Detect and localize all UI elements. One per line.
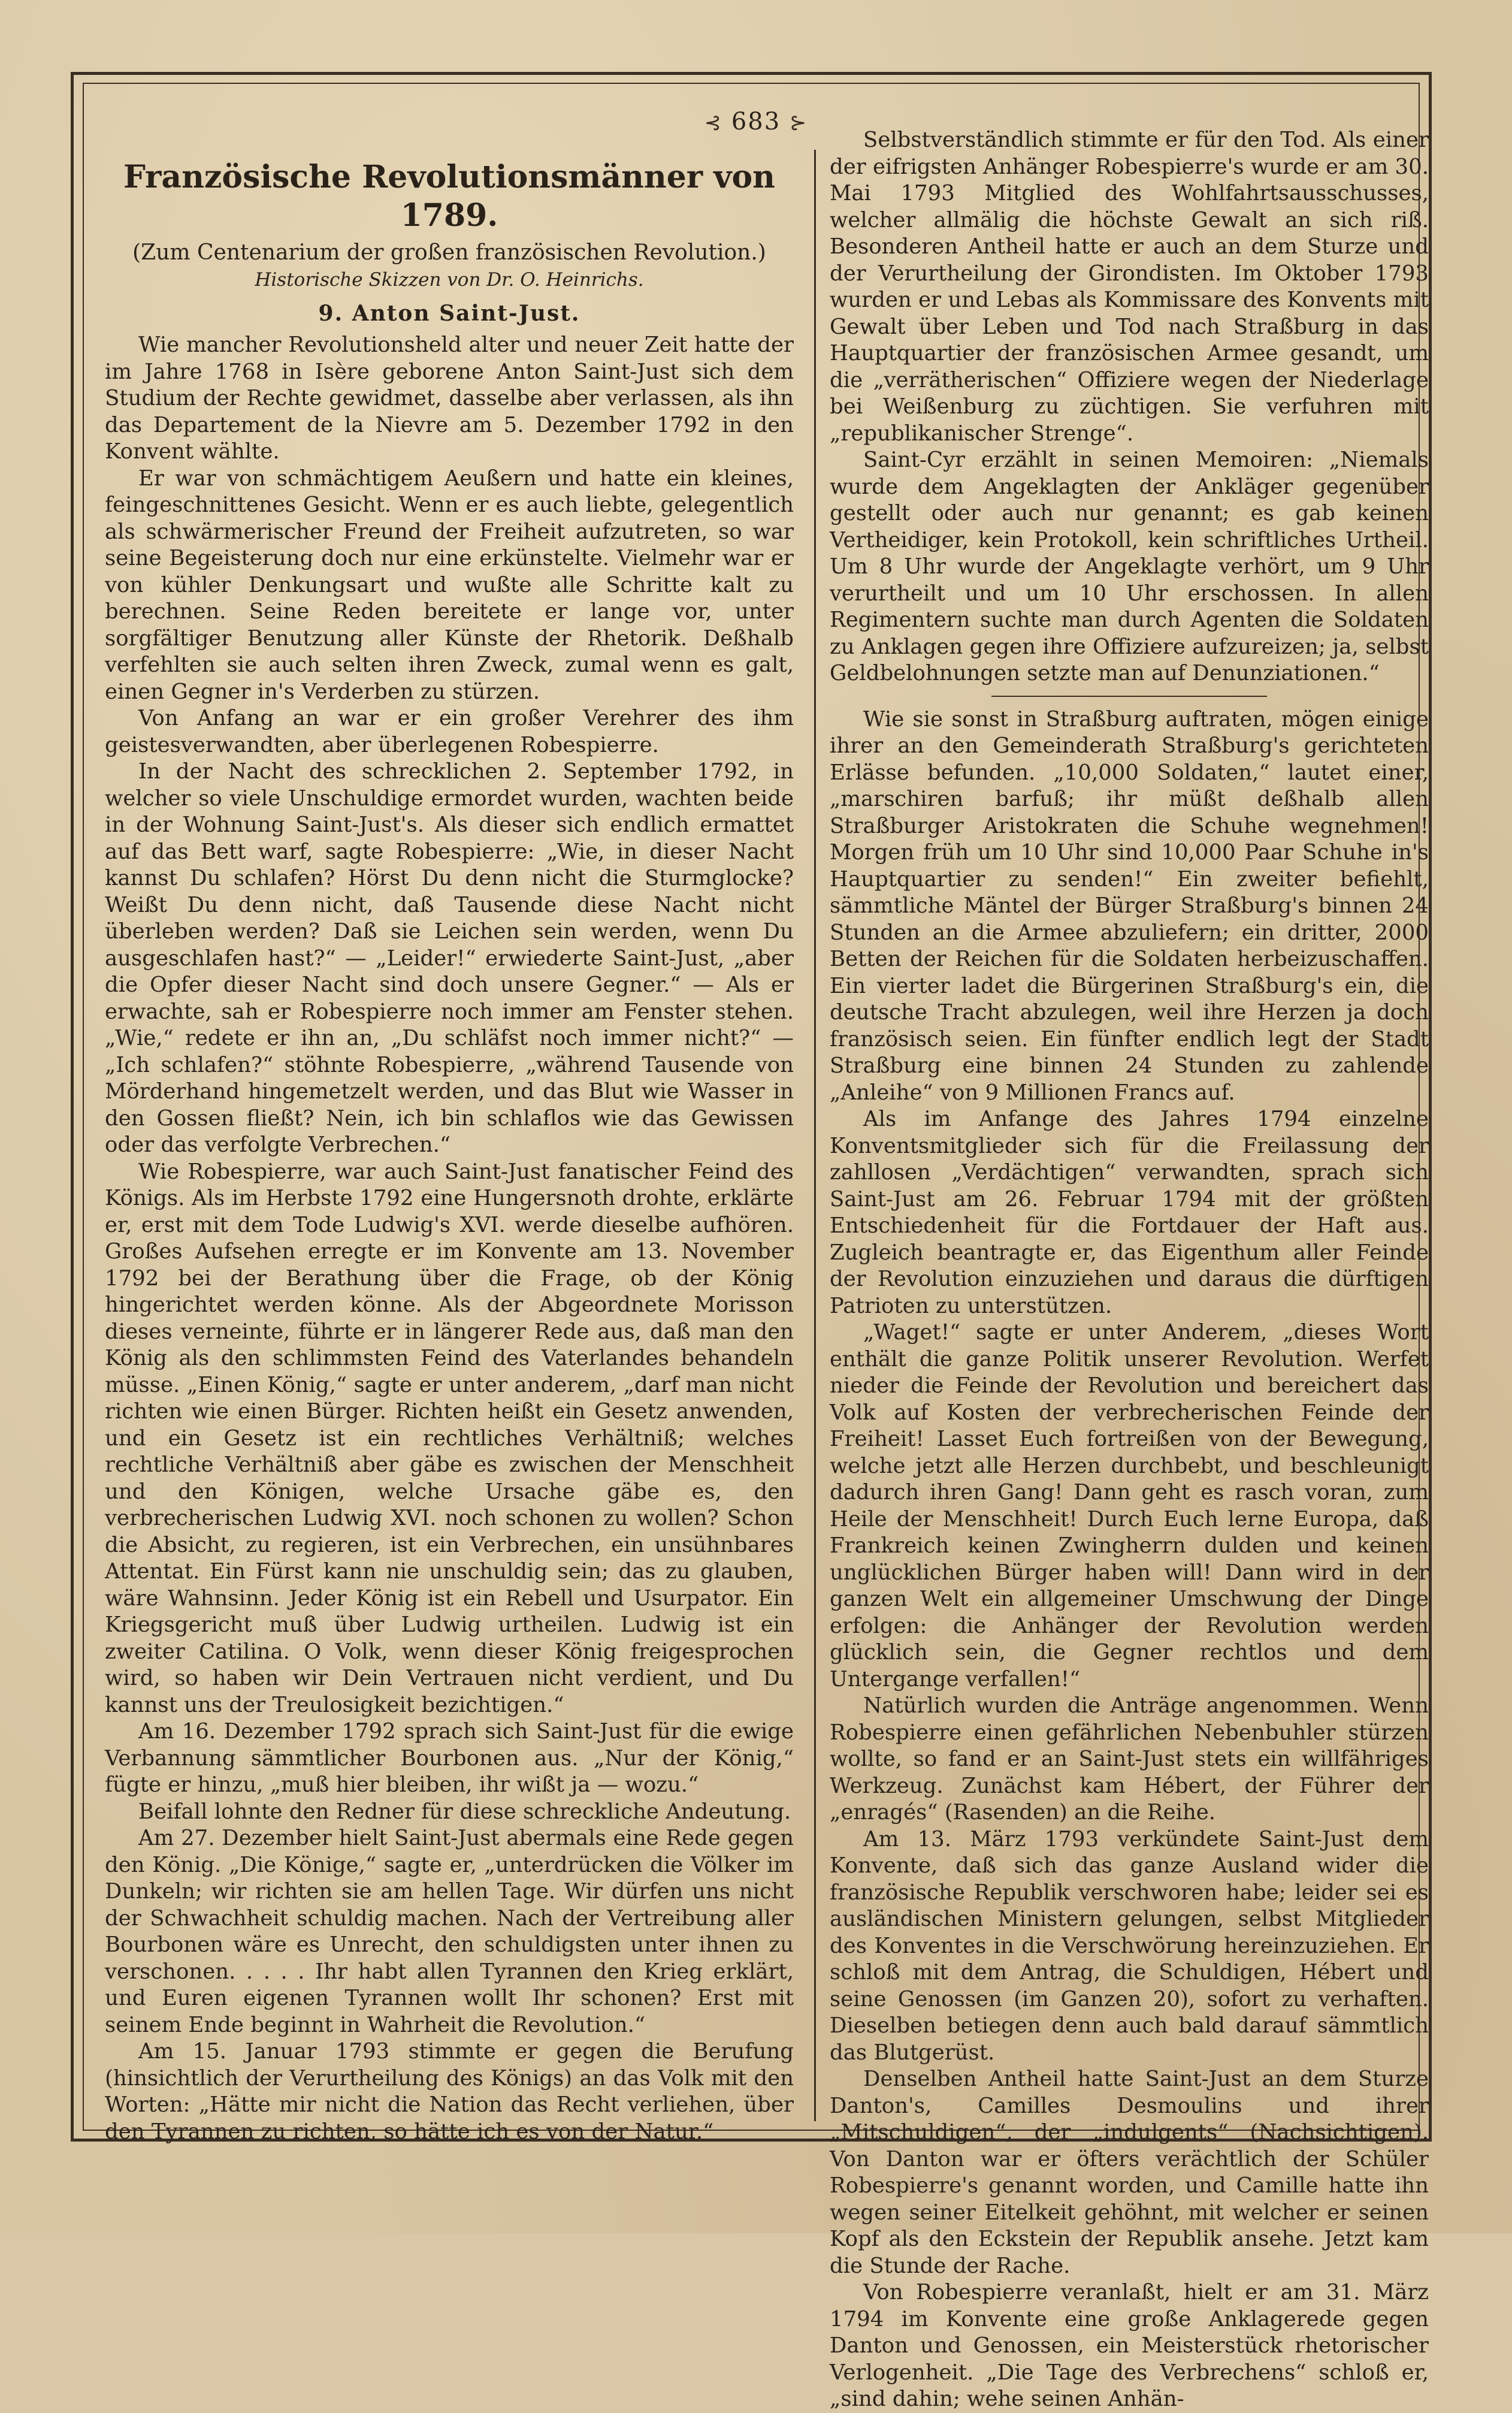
section-rule	[991, 696, 1267, 697]
ornament-right-icon: ⊱	[789, 111, 808, 135]
paragraph: Am 27. Dezember hielt Saint-Just abermals eine Rede gegen den König. „Die Könige,“ sagte er, „unterdrücken die Völker im Dunkeln; wir richten sie am hellen Tage. Wir dürfen uns nicht der Schwachheit schuldig machen. Nach der Vertreibung aller Bourbonen wäre es Unrecht, den schuldigsten unter ihnen zu verschonen. . . . . Ihr habt allen Tyrannen den Krieg erklärt, und Euren eigenen Tyrannen wollt Ihr schonen? Erst mit seinem Ende beginnt in Wahrheit die Revolution.“	[105, 1826, 794, 2037]
paragraph: Saint-Cyr erzählt in seinen Memoiren: „Niemals wurde dem Angeklagten der Ankläger gegenüber gestellt oder auch nur genannt; es gab keinen Vertheidiger, kein Protokoll, kein schriftliches Urtheil. Um 8 Uhr wurde der Angeklagte verhört, um 9 Uhr verurtheilt und um 10 Uhr erschossen. In allen Regimentern suchte man durch Agenten die Soldaten zu Anklagen gegen ihre Offiziere aufzureizen; ja, selbst Geldbelohnungen setzte man auf Denunziationen.“	[830, 448, 1429, 685]
paragraph: Von Robespierre veranlaßt, hielt er am 31. März 1794 im Konvente eine große Anklagerede gegen Danton und Genossen, ein Meisterstück rhetorischer Verlogenheit. „Die Tage des Verbrechens“ schloß er, „sind dahin; wehe seinen Anhän-	[830, 2280, 1429, 2411]
paragraph: Er war von schmächtigem Aeußern und hatte ein kleines, feingeschnittenes Gesicht. Wenn er es auch liebte, gelegentlich als schwärmerischer Freund der Freiheit aufzutreten, so war seine Begeisterung doch nur eine erkünstelte. Vielmehr war er von kühler Denkungsart und wußte alle Schritte kalt zu berechnen. Seine Reden bereitete er lange vor, unter sorgfältiger Benutzung aller Künste der Rhetorik. Deßhalb verfehlten sie auch selten ihren Zweck, zumal wenn es galt, einen Gegner in's Verderben zu stürzen.	[105, 466, 794, 704]
article-byline: Historische Skizzen von Dr. O. Heinrichs.	[255, 269, 644, 291]
article-subtitle: (Zum Centenarium der großen französischen Revolution.)	[132, 240, 766, 265]
paragraph: Am 13. März 1793 verkündete Saint-Just dem Konvente, daß sich das ganze Ausland wider die französische Republik verschworen habe; leider sei es ausländischen Ministern gelungen, selbst Mitglieder des Konventes in die Verschwörung hereinzuziehen. Er schloß mit dem Antrag, die Schuldigen, Hébert und seine Genossen (im Ganzen 20), sofort zu verhaften. Dieselben betiegen denn auch bald darauf sämmtlich das Blutgerüst.	[830, 1826, 1429, 2065]
paragraph: Selbstverständlich stimmte er für den Tod. Als einer der eifrigsten Anhänger Robespierre's wurde er am 30. Mai 1793 Mitglied des Wohlfahrtsausschusses, welcher allmälig die höchste Gewalt an sich riß. Besonderen Antheil hatte er auch an dem Sturze und der Verurtheilung der Girondisten. Im Oktober 1793 wurden er und Lebas als Kommissare des Konvents mit Gewalt über Leben und Tod nach Straßburg in das Hauptquartier der französischen Armee gesandt, um die „verrätherischen“ Offiziere wegen der Niederlage bei Weißenburg zu züchtigen. Sie verfuhren mit „republikanischer Strenge“.	[830, 128, 1429, 446]
paragraph: Wie mancher Revolutionsheld alter und neuer Zeit hatte der im Jahre 1768 in Isère geborene Anton Saint-Just sich dem Studium der Rechte gewidmet, dasselbe aber verlassen, als ihn das Departement de la Nievre am 5. Dezember 1792 in den Konvent wählte.	[105, 333, 794, 464]
article-title: Französische Revolutionsmänner von 1789.	[123, 159, 775, 234]
paragraph: Beifall lohnte den Redner für diese schreckliche Andeutung.	[138, 1799, 791, 1824]
paragraph: Natürlich wurden die Anträge angenommen. Wenn Robespierre einen gefährlichen Nebenbuhler stürzen wollte, so fand er an Saint-Just stets ein willfähriges Werkzeug. Zunächst kam Hébert, der Führer der „enragés“ (Rasenden) an die Reihe.	[830, 1693, 1429, 1825]
paragraph: Wie Robespierre, war auch Saint-Just fanatischer Feind des Königs. Als im Herbste 1792 eine Hungersnoth drohte, erklärte er, erst mit dem Tode Ludwig's XVI. werde dieselbe aufhören. Großes Aufsehen erregte er im Konvente am 13. November 1792 bei der Berathung über die Frage, ob der König hingerichtet werden könne. Als der Abgeordnete Morisson dieses verneinte, führte er in längerer Rede aus, daß man den König als den schlimmsten Feind des Vaterlandes behandeln müsse. „Einen König,“ sagte er unter anderem, „darf man nicht richten wie einen Bürger. Richten heißt ein Gesetz anwenden, und ein Gesetz ist ein rechtliches Verhältniß; welches rechtliche Verhältniß aber gäbe es zwischen der Menschheit und den Königen, welche Ursache gäbe es, den verbrecherischen Ludwig XVI. noch schonen zu wollen? Schon die Absicht, zu regieren, ist ein Verbrechen, ein unsühnbares Attentat. Ein Fürst kann nie unschuldig sein; das zu glauben, wäre Wahnsinn. Jeder König ist ein Rebell und Usurpator. Ein Kriegsgericht muß über Ludwig urtheilen. Ludwig ist ein zweiter Catilina. O Volk, wenn dieser König freigesprochen wird, so haben wir Dein Vertrauen nicht verdient, und Du kannst uns der Treulosigkeit bezichtigen.“	[105, 1159, 794, 1717]
paragraph: Als im Anfange des Jahres 1794 einzelne Konventsmitglieder sich für die Freilassung der zahllosen „Verdächtigen“ verwandten, sprach sich Saint-Just am 26. Februar 1794 mit der größten Entschiedenheit für die Fortdauer der Haft aus. Zugleich beantragte er, das Eigenthum aller Feinde der Revolution einzuziehen und daraus die dürftigen Patrioten zu unterstützen.	[830, 1107, 1429, 1318]
paragraph: In der Nacht des schrecklichen 2. September 1792, in welcher so viele Unschuldige ermordet wurden, wachten beide in der Wohnung Saint-Just's. Als dieser sich endlich ermattet auf das Bett warf, sagte Robespierre: „Wie, in dieser Nacht kannst Du schlafen? Hörst Du denn nicht die Sturmglocke? Weißt Du denn nicht, daß Tausende diese Nacht nicht überleben werden? Daß sie Leichen sein werden, wenn Du ausgeschlafen hast?“ — „Leider!“ erwiederte Saint-Just, „aber die Opfer dieser Nacht sind doch unsere Gegner.“ — Als er erwachte, sah er Robespierre noch immer am Fenster stehen. „Wie,“ redete er ihn an, „Du schläfst noch immer nicht?“ — „Ich schlafen?“ stöhnte Robespierre, „während Tausende von Mörderhand hingemetzelt werden, und das Blut wie Wasser in den Gossen fließt? Nein, ich bin schlaflos wie das Gewissen oder das verfolgte Verbrechen.“	[105, 759, 794, 1157]
paragraph: Am 15. Januar 1793 stimmte er gegen die Berufung (hinsichtlich der Verurtheilung des Königs) an das Volk mit den Worten: „Hätte mir nicht die Nation das Recht verliehen, über den Tyrannen zu richten, so hätte ich es von der Natur.“	[105, 2039, 794, 2144]
ornament-left-icon: ⊰	[704, 111, 723, 135]
page-number: 683	[731, 108, 781, 135]
column-divider	[814, 150, 816, 2121]
page-number-header	[678, 101, 834, 143]
paragraph: Am 16. Dezember 1792 sprach sich Saint-Just für die ewige Verbannung sämmtlicher Bourbonen aus. „Nur der König,“ fügte er hinzu, „muß hier bleiben, ihr wißt ja — wozu.“	[105, 1719, 794, 1797]
paragraph: Von Anfang an war er ein großer Verehrer des ihm geistesverwandten, aber überlegenen Robespierre.	[105, 706, 794, 757]
section-heading: 9. Anton Saint-Just.	[318, 301, 580, 326]
paragraph: „Waget!“ sagte er unter Anderem, „dieses Wort enthält die ganze Politik unserer Revolution. Werfet nieder die Feinde der Revolution und bereichert das Volk auf Kosten der verbrecherischen Feinde der Freiheit! Lasset Euch fortreißen von der Bewegung, welche jetzt alle Herzen durchbebt, und beschleunigt dadurch ihren Gang! Dann geht es rasch voran, zum Heile der Menschheit! Durch Euch lerne Europa, daß Frankreich keinen Zwingherrn dulden und keinen unglücklichen Bürger haben will! Dann wird in der ganzen Welt ein allgemeiner Umschwung der Dinge erfolgen: die Anhänger der Revolution werden glücklich sein, die Gegner rechtlos und dem Untergange verfallen!“	[830, 1320, 1429, 1692]
paragraph: Wie sie sonst in Straßburg auftraten, mögen einige ihrer an den Gemeinderath Straßburg's gerichteten Erlässe befunden. „10,000 Soldaten,“ lautet einer, „marschiren barfuß; ihr müßt deßhalb allen Straßburger Aristokraten die Schuhe wegnehmen! Morgen früh um 10 Uhr sind 10,000 Paar Schuhe in's Hauptquartier zu senden!“ Ein zweiter befiehlt, sämmtliche Mäntel der Bürger Straßburg's binnen 24 Stunden an die Armee abzuliefern; ein dritter, 2000 Betten der Reichen für die Soldaten herbeizuschaffen. Ein vierter ladet die Bürgerinen Straßburg's ein, die deutsche Tracht abzulegen, weil ihre Herzen ja doch französisch seien. Ein fünfter endlich legt der Stadt Straßburg eine binnen 24 Stunden zu zahlende „Anleihe“ von 9 Millionen Francs auf.	[830, 706, 1429, 1105]
paragraph: Denselben Antheil hatte Saint-Just an dem Sturze Danton's, Camilles Desmoulins und ihrer „Mitschuldigen“, der „indulgents“ (Nachsichtigen). Von Danton war er öfters verächtlich der Schüler Robespierre's genannt worden, und Camille hatte ihn wegen seiner Eitelkeit gehöhnt, mit welcher er seinen Kopf als den Eckstein der Republik ansehe. Jetzt kam die Stunde der Rache.	[830, 2067, 1429, 2278]
left-column	[105, 149, 794, 2145]
right-column	[830, 127, 1429, 2413]
